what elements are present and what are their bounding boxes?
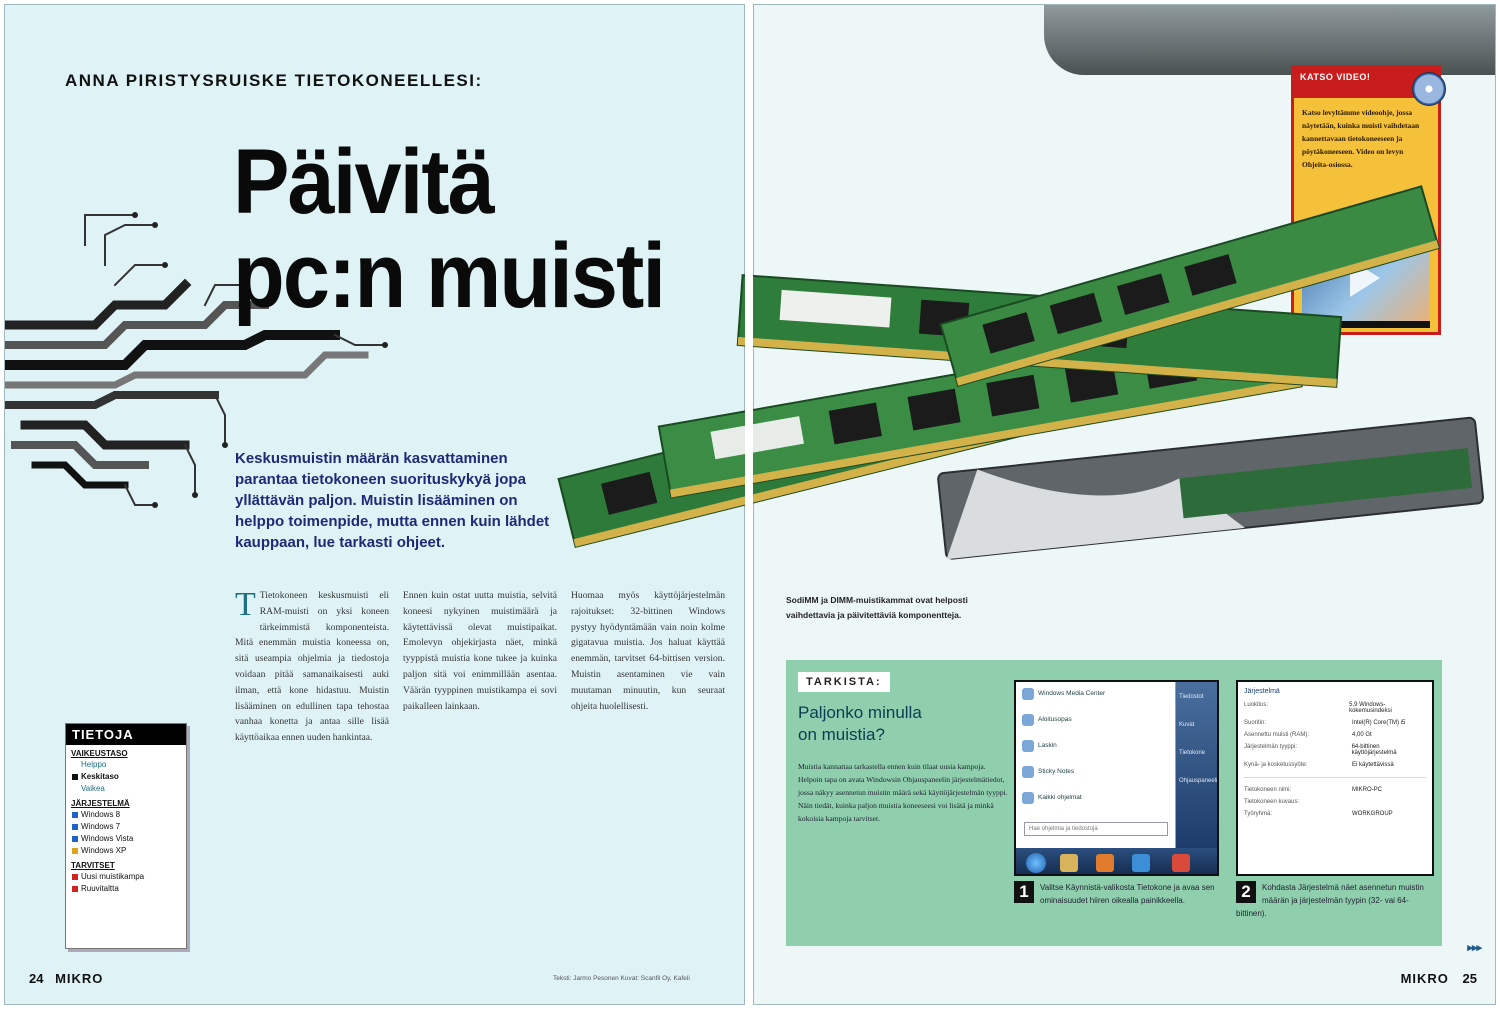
- system-row: [1238, 784, 1432, 796]
- dvd-text: Katso levyltämme videoohje, jossa näytetään, kuinka muisti vaihdetaan kannettavaan tietokoneeseen ja pöytäkoneeseen. Video on levyn Ohjeita-osiossa.: [1302, 108, 1420, 169]
- info-box: [65, 723, 187, 949]
- magazine-logo-left: MIKRO: [55, 971, 104, 986]
- difficulty-item-label: Vaikea: [81, 784, 105, 793]
- system-row-key: Tietokoneen kuvaus:: [1244, 799, 1300, 805]
- headline-line-2: pc:n muisti: [233, 225, 665, 327]
- step-2: [1236, 881, 1434, 920]
- mail-icon[interactable]: [1172, 854, 1190, 872]
- system-item: [66, 845, 186, 857]
- body-text-1: Tietokoneen keskusmuisti eli RAM-muisti on yksi koneen tärkeimmistä komponenteista. Mitä enemmän muistia koneessa on, sitä useampia ohjelmia ja tiedostoja voidaan pitää samanaikaisesti auki ilman, että kone hidastuu. Muistin lisääminen on edullinen tapa tehostaa vanhaa konetta ja antaa sille lisää käyttöaikaa ennen uuden hankintaa.: [235, 590, 389, 744]
- difficulty-list: [66, 759, 186, 795]
- system-item: [66, 809, 186, 821]
- page-number-right: 25: [1462, 971, 1477, 986]
- taskbar: [1016, 848, 1219, 876]
- step-2-text: Kohdasta Järjestelmä näet asennetun muistin määrän ja järjestelmän tyypin (32- vai 64-bittinen).: [1236, 883, 1424, 918]
- step-1-number: 1: [1014, 881, 1034, 903]
- drop-cap: T: [235, 586, 256, 623]
- system-row: [1238, 741, 1432, 759]
- system-item-label: Windows XP: [81, 846, 127, 855]
- system-row-key: Työryhmä:: [1244, 811, 1273, 817]
- lead-paragraph: Keskusmuistin määrän kasvattaminen parantaa tietokoneen suorituskykyä jopa yllättävän paljon. Muistin lisääminen on helppo toimenpide, mutta ennen kuin lähdet kauppaan, lue tarkasti ohjeet.: [235, 450, 550, 551]
- system-row: [1238, 808, 1432, 820]
- system-row: [1238, 729, 1432, 741]
- ram-modules-photo: [540, 0, 1500, 610]
- body-column-1: [235, 588, 389, 746]
- system-row-value: 4,00 Gt: [1352, 732, 1372, 738]
- needs-list: [66, 871, 186, 895]
- body-column-3: Huomaa myös käyttöjärjestelmän rajoitukset: 32-bittinen Windows pystyy hyödyntämään vain noin kolme gigatavua muistia. Jos haluat käyttää enemmän, tarvitset 64-bittisen version. Muistin asentaminen vie vain muutaman minuutin, kun seuraat ohjeita huolellisesti.: [571, 590, 725, 712]
- start-menu-right-pane: [1176, 682, 1219, 848]
- system-row: [1238, 717, 1432, 729]
- start-menu-item[interactable]: Sticky Notes: [1016, 760, 1175, 786]
- system-row-key: Kynä- ja kosketussyöte:: [1244, 762, 1308, 768]
- photo-caption: SodiMM ja DIMM-muistikammat ovat helposti vaihdettavia ja päivitettäviä komponentteja.: [786, 595, 968, 620]
- footer-right: [1401, 971, 1477, 986]
- start-menu-search[interactable]: Hae ohjelmia ja tiedostoja: [1024, 822, 1168, 836]
- bullet-icon: [72, 848, 78, 854]
- start-menu-item[interactable]: Kaikki ohjelmat: [1016, 786, 1175, 812]
- start-menu-item[interactable]: Windows Media Center: [1016, 682, 1175, 708]
- start-menu-item[interactable]: Laskin: [1016, 734, 1175, 760]
- needs-item: [66, 871, 186, 883]
- tip-label: TARKISTA:: [798, 672, 890, 692]
- step-1: [1014, 881, 1219, 907]
- tip-title-line-1: Paljonko minulla: [798, 703, 922, 722]
- difficulty-item: [66, 783, 186, 795]
- tip-title-line-2: on muistia?: [798, 725, 885, 744]
- gutter: [745, 0, 753, 1009]
- media-player-icon[interactable]: [1096, 854, 1114, 872]
- system-row-key: Asennettu muisti (RAM):: [1244, 732, 1310, 738]
- needs-item-label: Ruuvitaltta: [81, 884, 119, 893]
- needs-item-label: Uusi muistikampa: [81, 872, 145, 881]
- system-item: [66, 833, 186, 845]
- bullet-icon: [72, 824, 78, 830]
- system-row: [1238, 759, 1432, 771]
- start-menu-right-item[interactable]: Ohjauspaneeli: [1179, 778, 1218, 784]
- system-item: [66, 821, 186, 833]
- kicker: ANNA PIRISTYSRUISKE TIETOKONEELLESI:: [65, 71, 483, 90]
- system-row: [1238, 796, 1432, 808]
- system-row-value: Ei käytettävissä: [1352, 762, 1394, 768]
- system-properties-screenshot: [1236, 680, 1434, 876]
- divider: [1244, 777, 1426, 778]
- system-row-value: Intel(R) Core(TM) i5: [1352, 720, 1406, 726]
- dvd-banner: KATSO VIDEO!: [1294, 68, 1438, 98]
- bullet-icon: [72, 786, 78, 792]
- system-title: Järjestelmä: [1244, 688, 1280, 695]
- browser-icon[interactable]: [1132, 854, 1150, 872]
- credits: Teksti: Jarmo Pesonen Kuvat: Scanfil Oy, Kafeli: [553, 975, 690, 982]
- start-menu-items: [1016, 682, 1175, 812]
- tip-title: [798, 702, 998, 746]
- start-menu-screenshot: [1014, 680, 1219, 876]
- tip-panel: [786, 660, 1442, 946]
- bullet-icon: [72, 762, 78, 768]
- body-columns: [235, 588, 725, 746]
- needs-heading: TARVITSET: [71, 861, 115, 870]
- footer-left: [29, 971, 103, 986]
- system-row-value: 5,9 Windows-kokemusindeksi: [1349, 702, 1392, 714]
- difficulty-heading: VAIKEUSTASO: [71, 749, 128, 758]
- start-menu-item[interactable]: Aloitusopas: [1016, 708, 1175, 734]
- start-menu-right-item[interactable]: Kuvat: [1179, 722, 1195, 728]
- system-item-label: Windows Vista: [81, 834, 134, 843]
- difficulty-item-label: Keskitaso: [81, 772, 119, 781]
- start-menu: [1016, 682, 1176, 848]
- tip-text: Muistia kannattaa tarkastella ennen kuin tilaat uusia kampoja. Helpoin tapa on avata Windowsin Ohjauspaneelin järjestelmätiedot, jossa näkyy asennetun muistin määrä sekä käyttöjärjestelmän tyyppi. Näin tiedät, kuinka paljon muistia koneeseesi voi lisätä ja minkä kokoisia kampoja tarvitset.: [798, 762, 1008, 823]
- system-row: [1238, 699, 1432, 717]
- difficulty-item: [66, 771, 186, 783]
- step-1-text: Valitse Käynnistä-valikosta Tietokone ja avaa sen ominaisuudet hiiren oikealla painikkeella.: [1040, 883, 1215, 905]
- bullet-icon: [72, 812, 78, 818]
- system-item-label: Windows 7: [81, 822, 121, 831]
- system-row-key: Tietokoneen nimi:: [1244, 787, 1292, 793]
- bullet-icon: [72, 836, 78, 842]
- bullet-icon: [72, 886, 78, 892]
- ram-heatspreader: [938, 417, 1484, 559]
- system-list: [66, 809, 186, 857]
- headline-line-1: Päivitä: [233, 131, 494, 233]
- step-2-number: 2: [1236, 881, 1256, 903]
- page-number-left: 24: [29, 971, 44, 986]
- magazine-logo-right: MIKRO: [1400, 971, 1449, 986]
- system-row-key: Suoritin:: [1244, 720, 1267, 726]
- difficulty-item-label: Helppo: [81, 760, 107, 769]
- system-row-value: 64-bittinen käyttöjärjestelmä: [1351, 744, 1397, 756]
- system-row-key: Luokitus:: [1244, 702, 1269, 708]
- explorer-icon[interactable]: [1060, 854, 1078, 872]
- start-menu-right-item[interactable]: Tiedostot: [1179, 694, 1204, 700]
- start-orb-icon[interactable]: [1026, 853, 1046, 873]
- needs-item: [66, 883, 186, 895]
- bullet-icon: [72, 774, 78, 780]
- start-menu-right-item[interactable]: Tietokone: [1179, 750, 1206, 756]
- system-row-value: WORKGROUP: [1352, 811, 1393, 817]
- system-heading: JÄRJESTELMÄ: [71, 799, 130, 808]
- info-box-title: TIETOJA: [66, 724, 186, 745]
- bullet-icon: [72, 874, 78, 880]
- system-rows: [1238, 699, 1432, 820]
- continue-arrows: ▸▸▸: [1467, 942, 1481, 954]
- system-row-key: Järjestelmän tyyppi:: [1244, 744, 1298, 750]
- difficulty-item: [66, 759, 186, 771]
- system-row-value: MIKRO-PC: [1352, 787, 1382, 793]
- system-item-label: Windows 8: [81, 810, 121, 819]
- body-column-2: Ennen kuin ostat uutta muistia, selvitä koneesi nykyinen muistimäärä ja käytettävissä olevat muistipaikat. Emolevyn ohjekirjasta näet, minkä tyyppistä muistia kone tukee ja kuinka paljon sitä voi enimmillään asentaa. Väärän tyyppinen muistikampa ei sovi paikalleen lainkaan.: [403, 590, 557, 712]
